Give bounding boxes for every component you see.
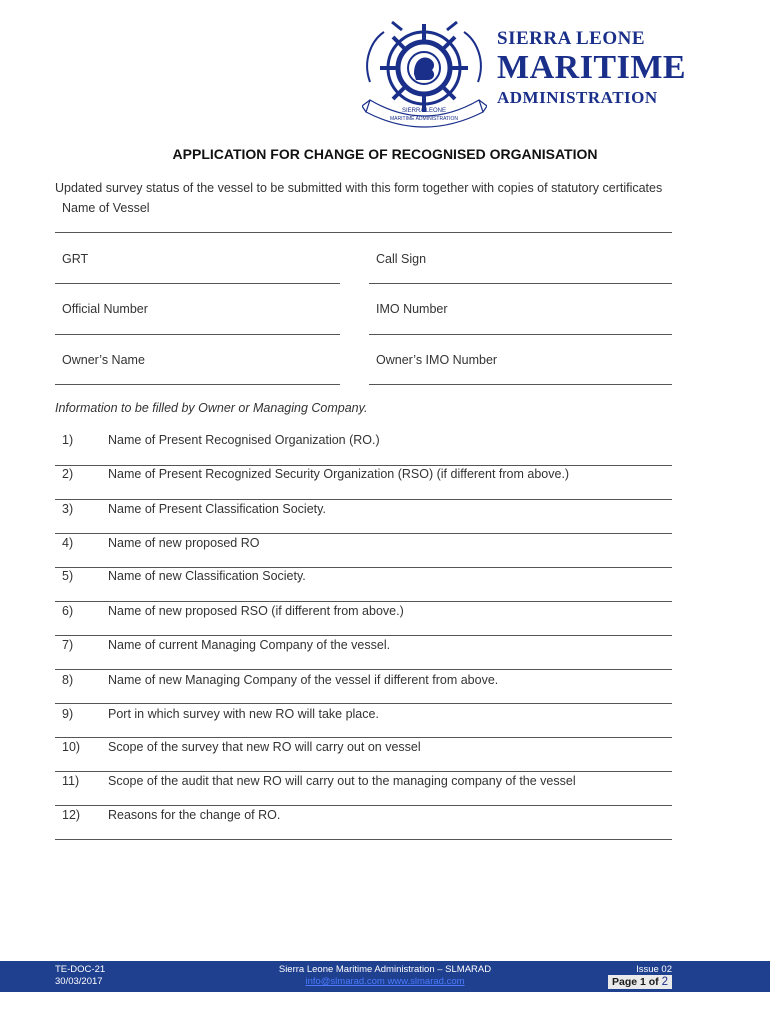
answer-line[interactable] — [55, 601, 672, 602]
question-number: 1) — [62, 433, 74, 447]
answer-line[interactable] — [55, 805, 672, 806]
logo — [362, 20, 712, 130]
question-number: 3) — [62, 502, 74, 516]
footer-links[interactable]: info@slmarad.com www.slmarad.com — [305, 976, 465, 987]
question-item[interactable] — [55, 502, 672, 536]
form-intro: Updated survey status of the vessel to be submitted with this form together with copies of statutory certificates — [55, 181, 663, 195]
question-number: 8) — [62, 673, 74, 687]
imo-number-label: IMO Number — [376, 302, 448, 316]
question-item[interactable] — [55, 604, 672, 638]
question-item[interactable] — [55, 569, 672, 603]
official-number-label: Official Number — [62, 302, 148, 316]
org-name: Sierra Leone Maritime Administration – SLMARAD — [278, 964, 492, 975]
issue-label: Issue 02 — [636, 964, 672, 975]
question-text: Name of new proposed RO — [108, 536, 260, 550]
logo-line-3: ADMINISTRATION — [497, 88, 658, 107]
question-item[interactable] — [55, 536, 672, 570]
vessel-name-field[interactable] — [55, 232, 672, 233]
question-text: Scope of the audit that new RO will carry out to the managing company of the vessel — [108, 774, 576, 788]
owners-name-field[interactable] — [55, 384, 340, 385]
owners-imo-field[interactable] — [369, 384, 672, 385]
question-item[interactable] — [55, 638, 672, 672]
question-number: 2) — [62, 467, 74, 481]
maritime-emblem-icon — [362, 20, 487, 128]
answer-line[interactable] — [55, 737, 672, 738]
question-text: Reasons for the change of RO. — [108, 808, 281, 822]
question-number: 7) — [62, 638, 74, 652]
logo-line-1: SIERRA LEONE — [497, 28, 646, 49]
vessel-name-label: Name of Vessel — [62, 201, 150, 215]
answer-line[interactable] — [55, 499, 672, 500]
question-text: Port in which survey with new RO will take place. — [108, 707, 379, 721]
call-sign-label: Call Sign — [376, 252, 427, 266]
question-text: Name of new Classification Society. — [108, 569, 306, 583]
form-title: APPLICATION FOR CHANGE OF RECOGNISED ORGANISATION — [172, 146, 598, 162]
owners-name-label: Owner’s Name — [62, 353, 145, 367]
question-text: Name of Present Recognized Security Organization (RSO) (if different from above.) — [108, 467, 570, 481]
question-item[interactable] — [55, 433, 672, 467]
question-number: 11) — [62, 774, 80, 788]
call-sign-field[interactable] — [369, 283, 672, 284]
question-number: 4) — [62, 536, 74, 550]
answer-line[interactable] — [55, 533, 672, 534]
question-text: Name of Present Recognised Organization (RO.) — [108, 433, 380, 447]
question-number: 6) — [62, 604, 74, 618]
owners-imo-label: Owner’s IMO Number — [376, 353, 498, 367]
question-text: Name of new Managing Company of the vessel if different from above. — [108, 673, 499, 687]
question-item[interactable] — [55, 774, 672, 808]
answer-line[interactable] — [55, 839, 672, 840]
banner-text-2: MARITIME ADMINISTRATION — [390, 116, 458, 122]
question-number: 5) — [62, 569, 74, 583]
question-text: Name of Present Classification Society. — [108, 502, 326, 516]
question-item[interactable] — [55, 808, 672, 842]
question-text: Name of new proposed RSO (if different from above.) — [108, 604, 404, 618]
answer-line[interactable] — [55, 635, 672, 636]
question-item[interactable] — [55, 707, 672, 741]
page-label: Page 1 of — [611, 976, 659, 988]
grt-field[interactable] — [55, 283, 340, 284]
banner-text-1: SIERRA LEONE — [401, 108, 447, 114]
page-total: 2 — [661, 976, 668, 988]
question-item[interactable] — [55, 467, 672, 501]
question-text: Scope of the survey that new RO will carry out on vessel — [108, 740, 421, 754]
question-item[interactable] — [55, 673, 672, 707]
question-number: 10) — [62, 740, 81, 754]
question-item[interactable] — [55, 740, 672, 774]
info-note: Information to be filled by Owner or Managing Company. — [55, 401, 368, 415]
question-text: Name of current Managing Company of the vessel. — [108, 638, 391, 652]
logo-wordmark — [497, 28, 686, 110]
answer-line[interactable] — [55, 465, 672, 466]
answer-line[interactable] — [55, 567, 672, 568]
imo-number-field[interactable] — [369, 334, 672, 335]
official-number-field[interactable] — [55, 334, 340, 335]
doc-date: 30/03/2017 — [55, 976, 103, 987]
answer-line[interactable] — [55, 771, 672, 772]
doc-code: TE-DOC-21 — [55, 964, 106, 975]
answer-line[interactable] — [55, 669, 672, 670]
page-number — [608, 975, 672, 989]
logo-line-2: MARITIME — [497, 49, 687, 86]
grt-label: GRT — [62, 252, 89, 266]
question-number: 9) — [62, 707, 74, 721]
answer-line[interactable] — [55, 703, 672, 704]
question-number: 12) — [62, 808, 81, 822]
